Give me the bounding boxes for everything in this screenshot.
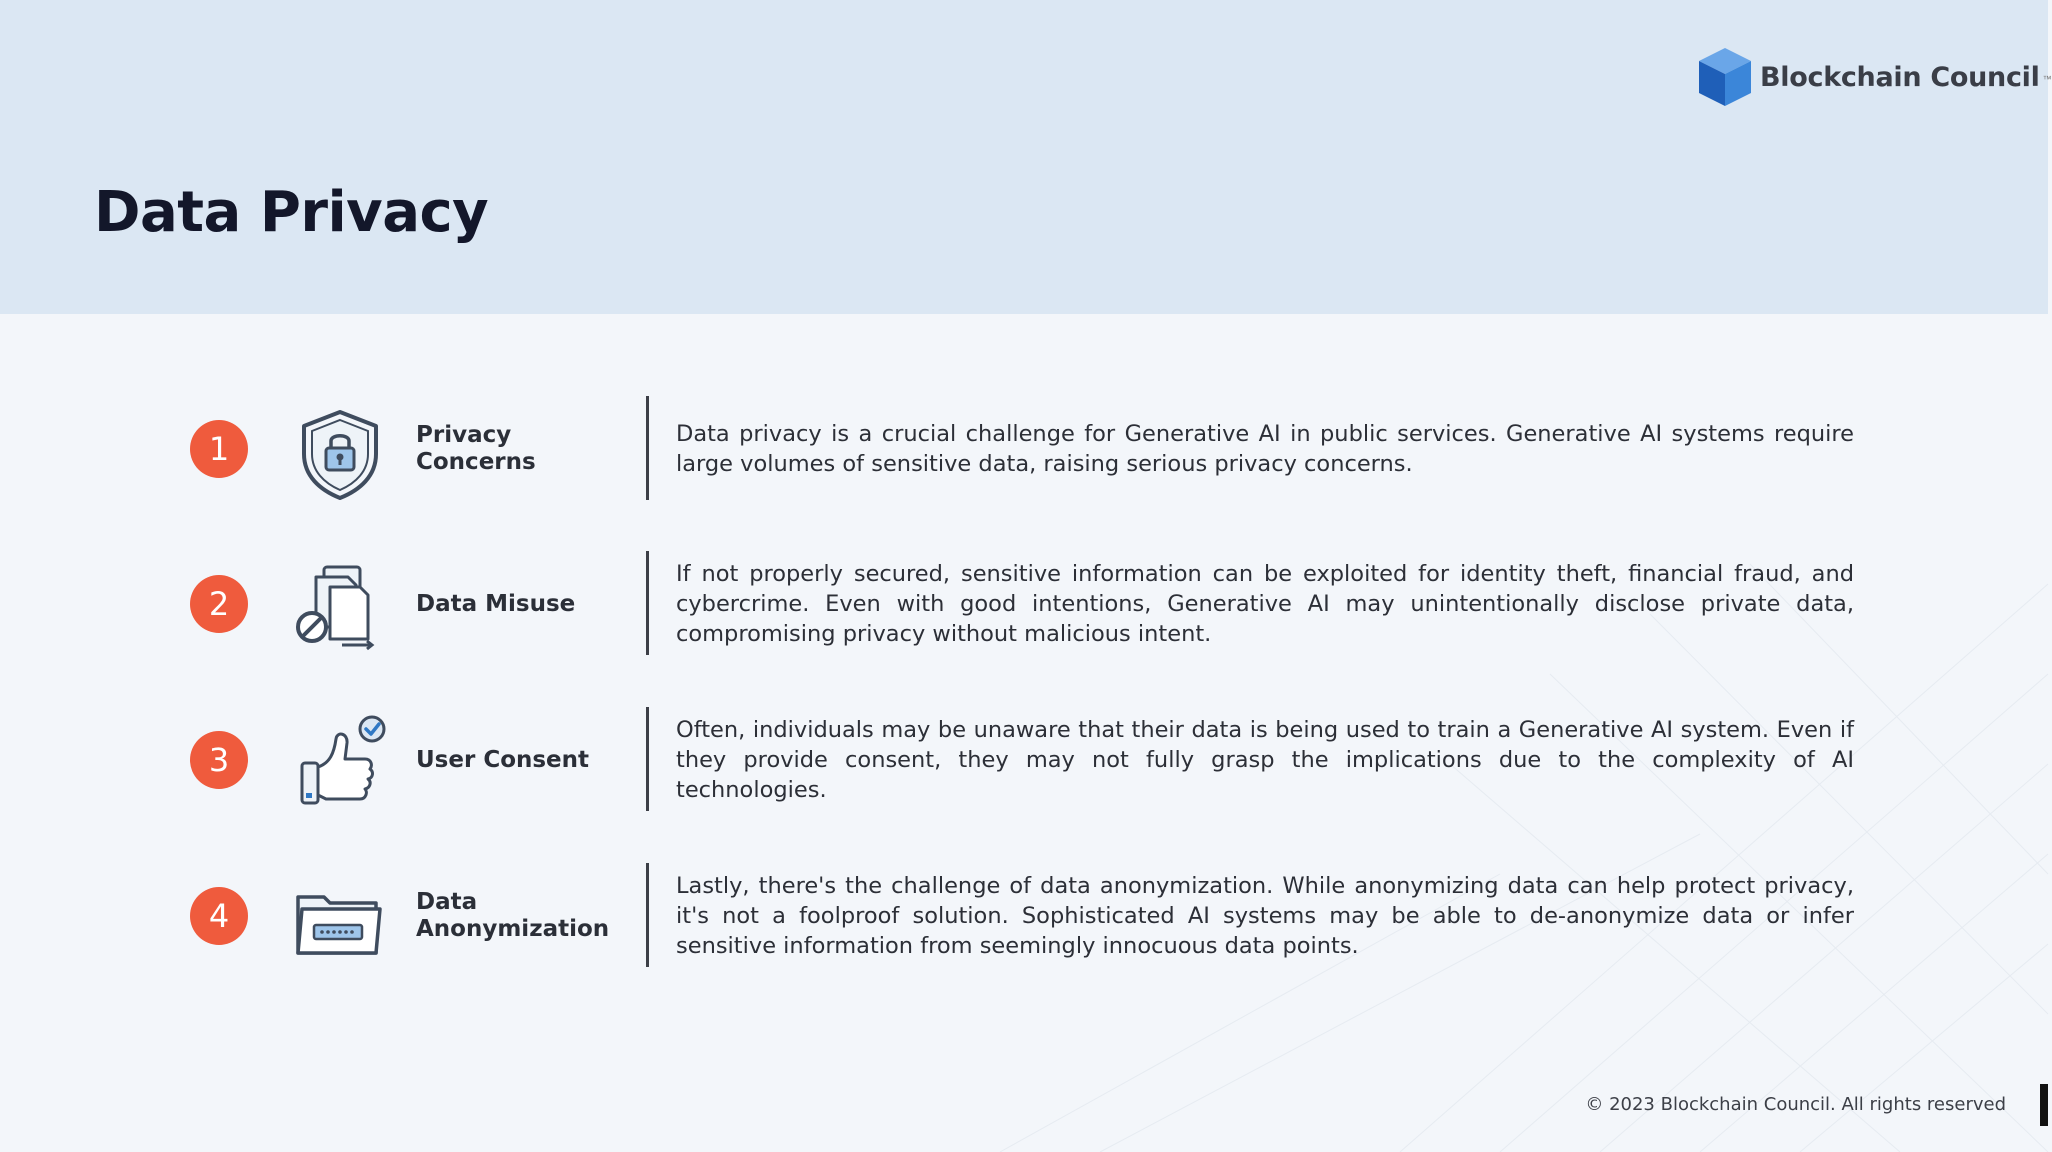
item-description: Lastly, there's the challenge of data anonymization. While anonymizing data can help protect privacy, it's not a foolproof solution. Sophisticated AI systems may be able to de-anonymize data or infer sensitive information from seemingly innocuous data points. <box>676 873 1854 959</box>
divider <box>646 396 649 500</box>
item-label: Privacy Concerns <box>416 422 536 475</box>
shield-lock-icon <box>290 402 390 502</box>
item-label: Data Misuse <box>416 590 576 617</box>
number-badge: 2 <box>190 575 248 633</box>
list-item <box>0 705 2048 815</box>
brand-logo <box>1696 46 2052 108</box>
item-description: Often, individuals may be unaware that their data is being used to train a Generative AI system. Even if they provide consent, they may not fully grasp the implications due to the complexity of AI technologies. <box>676 717 1854 803</box>
list-item <box>0 861 2048 971</box>
number-badge: 4 <box>190 887 248 945</box>
brand-name: Blockchain Council <box>1760 61 2040 93</box>
divider <box>646 551 649 655</box>
folder-masked-icon <box>290 869 390 969</box>
list-item <box>0 394 2048 504</box>
edge-marker <box>2040 1084 2048 1126</box>
item-description: If not properly secured, sensitive information can be exploited for identity theft, financial fraud, and cybercrime. Even with good intentions, Generative AI may unintentionally disclose private data, compromising privacy without malicious intent. <box>676 561 1854 647</box>
list-item <box>0 549 2048 659</box>
number-badge: 3 <box>190 731 248 789</box>
divider <box>646 707 649 811</box>
number-badge: 1 <box>190 420 248 478</box>
copyright-text: © 2023 Blockchain Council. All rights reserved <box>1585 1094 2006 1115</box>
cube-logo-icon <box>1696 46 1754 108</box>
page-title: Data Privacy <box>94 180 489 245</box>
brand-trademark: ™ <box>2042 73 2052 84</box>
item-label: Data Anonymization <box>416 889 610 942</box>
item-label: User Consent <box>416 746 590 773</box>
item-description: Data privacy is a crucial challenge for Generative AI in public services. Generative AI systems require large volumes of sensitive data, raising serious privacy concerns. <box>676 421 1854 477</box>
files-blocked-icon <box>290 557 390 657</box>
thumbs-up-check-icon <box>290 713 390 813</box>
divider <box>646 863 649 967</box>
